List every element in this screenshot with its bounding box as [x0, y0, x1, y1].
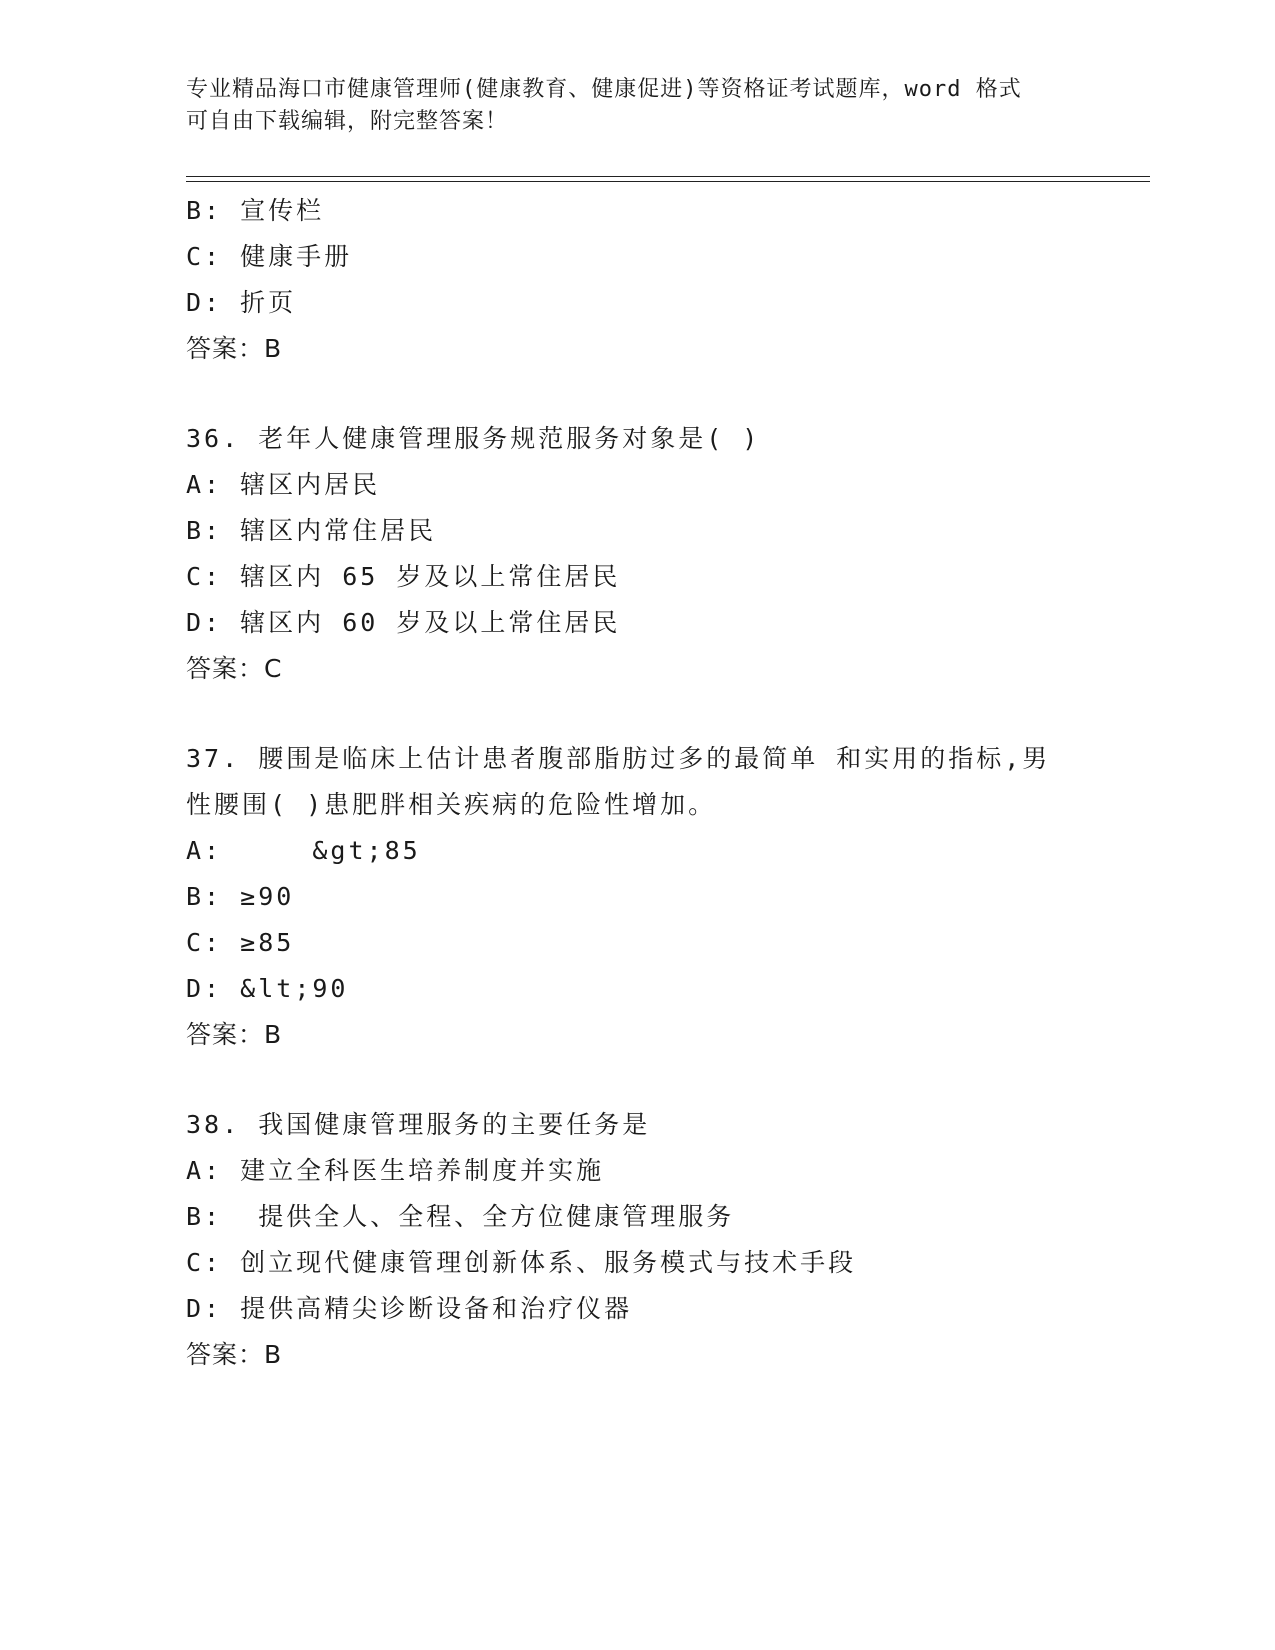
question-stem-line-2: 性腰围( )患肥胖相关疾病的危险性增加。 [186, 790, 717, 819]
option-a [186, 462, 1150, 508]
option-key: D: [186, 1294, 223, 1323]
option-key: B: [186, 516, 223, 545]
header-divider-top [186, 176, 1150, 177]
option-key: A: [186, 836, 223, 865]
option-key: A: [186, 1156, 223, 1185]
question-content [186, 188, 1150, 1378]
option-text: &gt;85 [240, 836, 421, 865]
option-key: C: [186, 242, 223, 271]
question-stem: 36. 老年人健康管理服务规范服务对象是( ) [186, 424, 761, 453]
option-key: D: [186, 608, 223, 637]
option-key: C: [186, 562, 223, 591]
spacer [186, 692, 1150, 736]
answer-line: 答案：C [186, 654, 283, 683]
option-b [186, 1194, 1150, 1240]
option-b [186, 188, 1150, 234]
option-d [186, 280, 1150, 326]
option-b [186, 874, 1150, 920]
option-key: B: [186, 1202, 223, 1231]
option-a [186, 1148, 1150, 1194]
option-text: 辖区内 65 岁及以上常住居民 [240, 562, 621, 591]
question-stem-line-1: 37. 腰围是临床上估计患者腹部脂肪过多的最简单 和实用的指标,男 [186, 744, 1051, 773]
option-text: ≥85 [240, 928, 295, 957]
option-key: D: [186, 288, 223, 317]
header-line-2: 可自由下载编辑，附完整答案！ [186, 109, 509, 134]
document-header [186, 74, 1086, 138]
option-c [186, 234, 1150, 280]
question-36 [186, 416, 1150, 692]
answer-line: 答案：B [186, 334, 283, 363]
option-d [186, 966, 1150, 1012]
option-c [186, 920, 1150, 966]
option-text: 折页 [240, 288, 297, 317]
option-key: A: [186, 470, 223, 499]
header-divider-bottom [186, 181, 1150, 182]
option-d [186, 600, 1150, 646]
option-c [186, 1240, 1150, 1286]
option-key: B: [186, 882, 223, 911]
option-b [186, 508, 1150, 554]
header-line-1: 专业精品海口市健康管理师(健康教育、健康促进)等资格证考试题库，word 格式 [186, 77, 1022, 102]
option-text: 提供高精尖诊断设备和治疗仪器 [240, 1294, 633, 1323]
option-text: ≥90 [240, 882, 295, 911]
option-text: 健康手册 [240, 242, 353, 271]
question-37 [186, 736, 1150, 1058]
option-d [186, 1286, 1150, 1332]
option-key: C: [186, 928, 223, 957]
option-key: D: [186, 974, 223, 1003]
option-a [186, 828, 1150, 874]
answer-line: 答案：B [186, 1340, 283, 1369]
option-text: 创立现代健康管理创新体系、服务模式与技术手段 [240, 1248, 857, 1277]
question-stem: 38. 我国健康管理服务的主要任务是 [186, 1110, 651, 1139]
option-text: 辖区内常住居民 [240, 516, 437, 545]
spacer [186, 1058, 1150, 1102]
spacer [186, 372, 1150, 416]
option-text: 提供全人、全程、全方位健康管理服务 [240, 1202, 735, 1231]
option-text: &lt;90 [240, 974, 349, 1003]
option-text: 辖区内居民 [240, 470, 381, 499]
answer-line: 答案：B [186, 1020, 283, 1049]
option-c [186, 554, 1150, 600]
option-text: 建立全科医生培养制度并实施 [240, 1156, 605, 1185]
option-text: 宣传栏 [240, 196, 325, 225]
question-38 [186, 1102, 1150, 1378]
option-key: C: [186, 1248, 223, 1277]
option-text: 辖区内 60 岁及以上常住居民 [240, 608, 621, 637]
question-35-continued [186, 188, 1150, 372]
option-key: B: [186, 196, 223, 225]
